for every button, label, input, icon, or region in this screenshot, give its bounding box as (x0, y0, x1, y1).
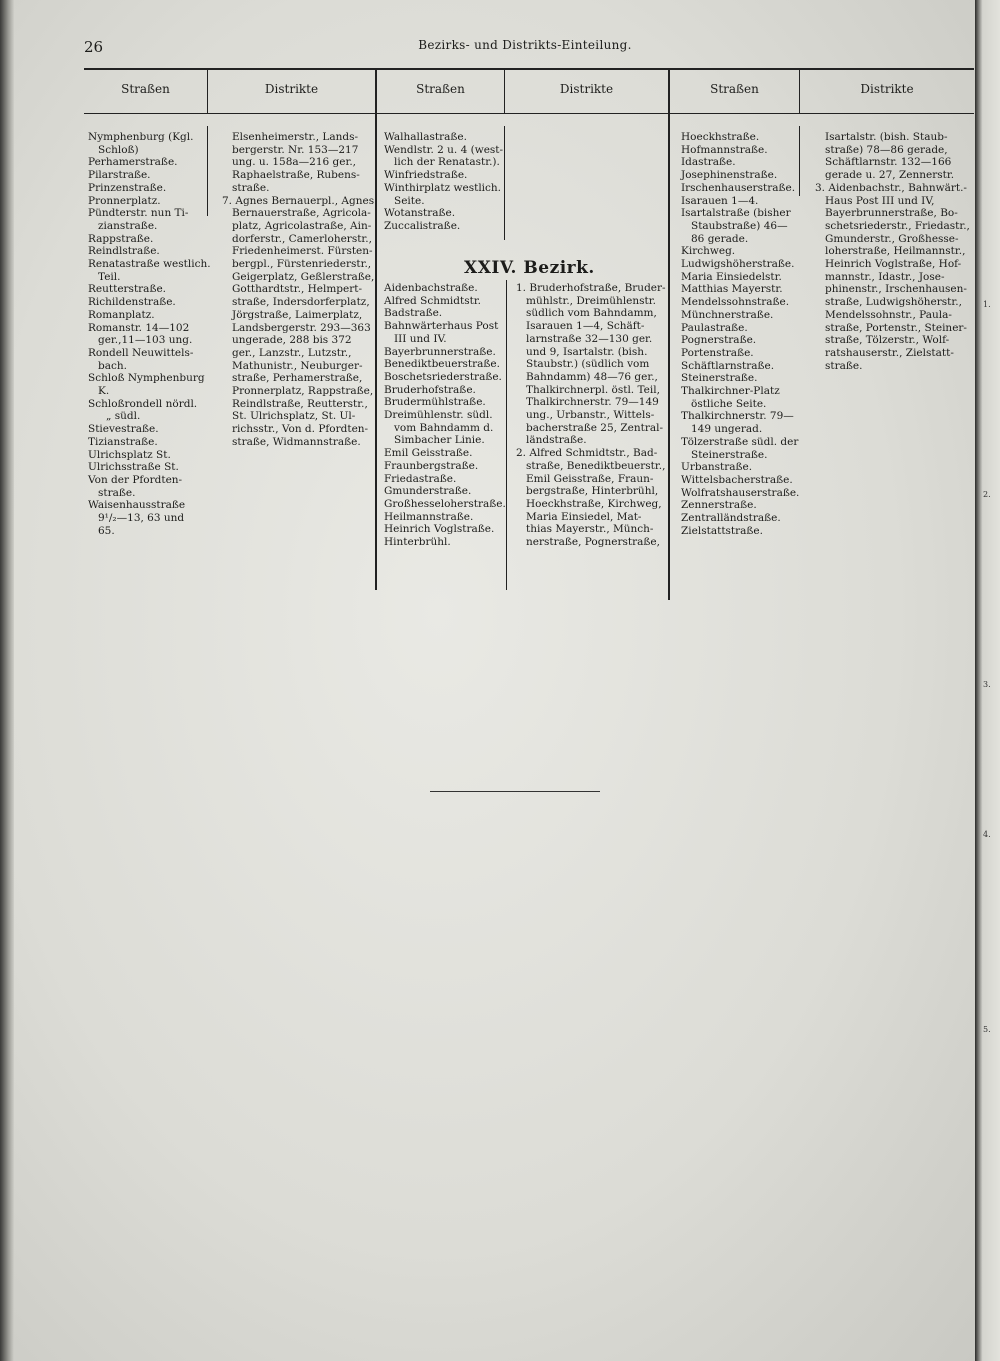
street-entry: Pognerstraße. (681, 334, 757, 347)
streets-column-5 (681, 131, 799, 538)
section-heading: XXIV. Bezirk. (464, 258, 595, 278)
street-entry: Stievestraße. (88, 423, 159, 436)
district-entry: schetsriederstr., Friedastr., (825, 219, 970, 232)
column-header-strassen: Straßen (710, 82, 759, 96)
street-entry: Münchnerstraße. (681, 308, 774, 321)
edge-number: 4. (983, 830, 991, 839)
district-entry: richsstr., Von d. Pfordten- (232, 423, 369, 436)
street-entry: Heinrich Voglstraße. (384, 523, 495, 536)
district-entry: straße, Tölzerstr., Wolf- (825, 334, 950, 347)
district-entry: bacherstraße 25, Zentral- (526, 421, 664, 434)
street-entry: Waisenhausstraße (88, 499, 186, 512)
districts-column-4 (516, 282, 666, 549)
district-entry: 2. Alfred Schmidtstr., Bad- (516, 447, 658, 460)
street-entry: Alfred Schmidtstr. (384, 294, 482, 307)
street-entry: Von der Pfordten- (88, 473, 183, 486)
street-entry: Zuccalistraße. (384, 219, 461, 232)
street-entry: Schloßrondell nördl. (88, 397, 198, 410)
street-entry: Zennerstraße. (681, 499, 757, 512)
street-entry: Thalkirchner-Platz (681, 385, 780, 398)
district-entry: 3. Aidenbachstr., Bahnwärt.- (815, 181, 967, 194)
street-entry: Aidenbachstraße. (384, 282, 478, 294)
street-entry: Winfriedstraße. (384, 169, 468, 182)
edge-number: 2. (983, 490, 991, 499)
street-entry: Winthirplatz westlich. (384, 181, 502, 194)
street-entry: Paulastraße. (681, 321, 748, 334)
header-bottom-rule (84, 113, 974, 114)
column-divider (375, 70, 377, 590)
district-entry: Mathunistr., Neuburger- (232, 359, 363, 372)
street-entry: Bahnwärterhaus Post (384, 320, 499, 333)
street-entry: Ulrichsplatz St. (88, 448, 171, 461)
street-entry: Isartalstraße (bisher (681, 207, 791, 220)
street-entry: östliche Seite. (691, 397, 767, 410)
district-entry: mannstr., Idastr., Jose- (825, 270, 945, 283)
page-header: Bezirks- und Distrikts-Einteilung. (418, 38, 632, 52)
street-entry: vom Bahndamm d. (394, 421, 494, 434)
street-entry: Teil. (98, 270, 121, 283)
district-entry: Raphaelstraße, Rubens- (232, 169, 360, 182)
district-entry: Maria Einsiedel, Mat- (526, 510, 642, 523)
header-top-rule (84, 68, 974, 70)
district-entry: mühlstr., Dreimühlenstr. (526, 294, 656, 307)
street-entry: 9¹/₂—13, 63 und (98, 512, 185, 525)
street-entry: Bayerbrunnerstraße. (384, 345, 496, 358)
street-entry: Fraunbergstraße. (384, 459, 479, 472)
district-entry: ländstraße. (526, 434, 587, 447)
district-entry: straße, Perhamerstraße, (232, 372, 363, 385)
district-entry: nerstraße, Pognerstraße, (526, 536, 660, 549)
street-entry: Rondell Neuwittels- (88, 346, 194, 359)
end-rule (430, 791, 600, 792)
district-entry: Staubstr.) (südlich vom (526, 358, 650, 371)
street-entry: Bruderhofstraße. (384, 383, 476, 396)
street-entry: Prinzenstraße. (88, 181, 167, 194)
district-entry: Reindlstraße, Reutterstr., (232, 397, 368, 410)
district-entry: Haus Post III und IV, (825, 194, 935, 207)
street-entry: Tölzerstraße südl. der (681, 435, 799, 448)
street-entry: Brudermühlstraße. (384, 396, 486, 409)
district-entry: 7. Agnes Bernauerpl., Agnes (222, 194, 375, 207)
column-divider (668, 70, 670, 600)
street-entry: Tizianstraße. (88, 435, 158, 448)
district-entry: Gotthardtstr., Helmpert- (232, 283, 363, 296)
district-entry: und 9, Isartalstr. (bish. (526, 345, 648, 358)
street-entry: III und IV. (394, 332, 447, 345)
street-entry: Urbanstraße. (681, 461, 753, 474)
street-entry: Isarauen 1—4. (681, 194, 759, 207)
street-entry: Romanplatz. (88, 308, 155, 321)
street-entry: Wolfratshauserstraße. (681, 486, 800, 499)
column-header-strassen: Straßen (416, 82, 465, 96)
street-entry: ger.,11—103 ung. (98, 334, 193, 347)
street-entry: Boschetsriederstraße. (384, 370, 502, 383)
column-divider (799, 126, 800, 196)
street-entry: Gmunderstraße. (384, 485, 472, 498)
street-entry: Ulrichsstraße St. (88, 461, 179, 474)
district-entry: straße, Widmannstraße. (232, 435, 361, 448)
district-entry: ung. u. 158a—216 ger., (232, 156, 357, 169)
street-entry: Steinerstraße. (691, 448, 768, 461)
street-entry: zianstraße. (98, 219, 158, 232)
district-entry: Friedenheimerst. Fürsten- (232, 245, 373, 258)
street-entry: Badstraße. (384, 307, 443, 320)
district-entry: phinenstr., Irschenhausen- (825, 283, 967, 296)
district-entry: Landsbergerstr. 293—363 (232, 321, 371, 334)
street-entry: Nymphenburg (Kgl. (88, 131, 194, 143)
street-entry: Friedastraße. (384, 472, 457, 485)
edge-number: 5. (983, 1025, 991, 1034)
district-entry: straße, Indersdorferplatz, (232, 296, 370, 309)
district-entry: Bernauerstraße, Agricola- (232, 207, 371, 220)
street-entry: Portenstraße. (681, 346, 754, 359)
district-entry: Heinrich Voglstraße, Hof- (825, 258, 962, 271)
district-entry: St. Ulrichsplatz, St. Ul- (232, 410, 356, 423)
street-entry: Hofmannstraße. (681, 143, 768, 156)
district-entry: dorferstr., Camerloherstr., (232, 232, 372, 245)
street-entry: Thalkirchnerstr. 79— (681, 410, 794, 423)
district-entry: bergerstr. Nr. 153—217 (232, 143, 359, 156)
district-entry: ratshauserstr., Zielstatt- (825, 346, 954, 359)
district-entry: Bahndamm) 48—76 ger., (526, 370, 658, 383)
street-entry: Staubstraße) 46— (691, 219, 788, 232)
street-entry: Renatastraße westlich. (88, 258, 211, 271)
district-entry: ger., Lanzstr., Lutzstr., (232, 346, 352, 359)
street-entry: Steinerstraße. (681, 372, 758, 385)
streets-column-1 (88, 131, 211, 538)
district-entry: straße) 78—86 gerade, (825, 143, 948, 156)
district-entry: straße, Portenstr., Steiner- (825, 321, 967, 334)
edge-number: 3. (983, 680, 991, 689)
district-entry: gerade u. 27, Zennerstr. (825, 169, 955, 182)
street-entry: Rappstraße. (88, 232, 154, 245)
street-entry: Romanstr. 14—102 (88, 321, 190, 334)
street-entry: Walhallastraße. (384, 131, 467, 143)
street-entry: Emil Geisstraße. (384, 447, 473, 460)
street-entry: Ludwigshöherstraße. (681, 258, 795, 271)
column-header-strassen: Straßen (121, 82, 170, 96)
districts-column-6 (815, 131, 973, 372)
street-entry: bach. (98, 359, 127, 372)
district-entry: 1. Bruderhofstraße, Bruder- (516, 282, 666, 294)
district-entry: thias Mayerstr., Münch- (526, 523, 654, 536)
district-entry: Mendelssohnstr., Paula- (825, 308, 952, 321)
district-entry: Hoeckhstraße, Kirchweg, (526, 497, 662, 510)
column-header-distrikte: Distrikte (860, 82, 914, 96)
district-entry: Isartalstr. (bish. Staub- (825, 131, 948, 143)
street-entry: Zielstattstraße. (681, 524, 763, 537)
street-entry: Zentralländstraße. (681, 512, 781, 525)
column-divider (207, 126, 208, 216)
next-page-edge (975, 0, 1000, 1361)
district-entry: Jörgstraße, Laimerplatz, (232, 308, 363, 321)
street-entry: Reutterstraße. (88, 283, 167, 296)
streets-column-3 (384, 131, 502, 233)
street-entry: Simbacher Linie. (394, 434, 485, 447)
district-entry: straße. (232, 181, 270, 194)
street-entry: Wittelsbacherstraße. (681, 473, 793, 486)
district-entry: ung., Urbanstr., Wittels- (526, 409, 655, 422)
district-entry: Schäftlarnstr. 132—166 (825, 156, 952, 169)
district-entry: Gmunderstr., Großhesse- (825, 232, 959, 245)
district-entry: Emil Geisstraße, Fraun- (526, 472, 654, 485)
street-entry: Schloß Nymphenburg (88, 372, 205, 385)
street-entry: Benediktbeuerstraße. (384, 358, 500, 371)
column-header-distrikte: Distrikte (559, 82, 614, 96)
street-entry: Pronnerplatz. (88, 194, 161, 207)
district-entry: bergstraße, Hinterbrühl, (526, 485, 659, 498)
column-divider (504, 126, 505, 240)
district-entry: Geigerplatz, Geßlerstraße, (232, 270, 375, 283)
street-entry: Pündterstr. nun Ti- (88, 207, 189, 220)
street-entry: Seite. (394, 194, 425, 207)
district-entry: Pronnerplatz, Rappstraße, (232, 385, 374, 398)
street-entry: Reindlstraße. (88, 245, 160, 258)
street-entry: Kirchweg. (681, 245, 736, 258)
street-entry: „ südl. (106, 410, 141, 423)
page-number: 26 (84, 38, 104, 56)
street-entry: Pilarstraße. (88, 169, 151, 182)
district-entry: loherstraße, Heilmannstr., (825, 245, 966, 258)
street-entry: Hinterbrühl. (384, 536, 451, 549)
street-entry: Dreimühlenstr. südl. (384, 409, 493, 422)
street-entry: Wotanstraße. (384, 207, 456, 220)
district-entry: Bayerbrunnerstraße, Bo- (825, 207, 958, 220)
edge-number: 1. (983, 300, 991, 309)
district-entry: straße. (825, 359, 863, 372)
street-entry: Hoeckhstraße. (681, 131, 760, 143)
street-entry: Josephinenstraße. (681, 169, 778, 182)
districts-column-2 (222, 131, 375, 449)
street-entry: straße. (98, 486, 136, 499)
street-entry: Heilmannstraße. (384, 510, 474, 523)
street-entry: Schloß) (98, 143, 139, 156)
district-entry: Thalkirchnerstr. 79—149 (526, 396, 659, 409)
street-entry: Perhamerstraße. (88, 156, 178, 169)
district-entry: straße, Ludwigshöherstr., (825, 296, 962, 309)
street-entry: Richildenstraße. (88, 296, 176, 309)
district-entry: platz, Agricolastraße, Ain- (232, 219, 372, 232)
district-entry: bergpl., Fürstenriederstr., (232, 258, 372, 271)
street-entry: Matthias Mayerstr. (681, 283, 783, 296)
book-spine (0, 0, 14, 1361)
street-entry: K. (98, 385, 110, 398)
district-entry: Elsenheimerstr., Lands- (232, 131, 359, 143)
district-entry: straße, Benediktbeuerstr., (526, 459, 666, 472)
street-entry: Mendelssohnstraße. (681, 296, 790, 309)
street-entry: Irschenhauserstraße. (681, 181, 796, 194)
district-entry: Thalkirchnerpl. östl. Teil, (526, 383, 660, 396)
district-entry: Isarauen 1—4, Schäft- (526, 320, 645, 333)
column-header-distrikte: Distrikte (264, 82, 319, 96)
street-entry: Maria Einsiedelstr. (681, 270, 782, 283)
column-divider (506, 280, 507, 590)
street-entry: 65. (98, 524, 115, 537)
district-entry: südlich vom Bahndamm, (526, 307, 657, 320)
street-entry: Wendlstr. 2 u. 4 (west- (384, 143, 504, 156)
street-entry: Schäftlarnstraße. (681, 359, 775, 372)
street-entry: Idastraße. (681, 156, 736, 169)
streets-column-3b (384, 282, 504, 549)
street-entry: lich der Renatastr.). (394, 156, 500, 169)
street-entry: 86 gerade. (691, 232, 749, 245)
street-entry: Großhesseloherstraße. (384, 497, 506, 510)
district-entry: ungerade, 288 bis 372 (232, 334, 352, 347)
district-entry: larnstraße 32—130 ger. (526, 332, 653, 345)
street-entry: 149 ungerad. (691, 423, 763, 436)
